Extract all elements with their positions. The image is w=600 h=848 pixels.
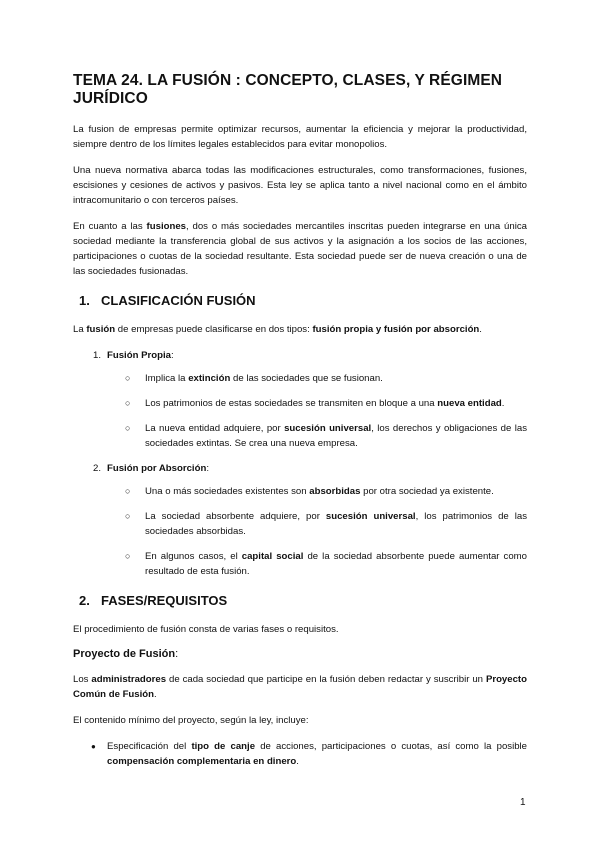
list-item: ○ La sociedad absorbente adquiere, por sucesión universal, los patrimonios de las sociedades absorbidas. (125, 511, 527, 537)
page-number: 1 (520, 797, 526, 808)
list-item: ○ La nueva entidad adquiere, por sucesión universal, los derechos y obligaciones de las sociedades extintas. Se crea una nueva empresa. (125, 423, 527, 449)
list-item: ○ Implica la extinción de las sociedades que se fusionan. (125, 373, 383, 384)
fusion-type-2: 2. Fusión por Absorción: (93, 463, 209, 474)
document-title: TEMA 24. LA FUSIÓN : CONCEPTO, CLASES, Y RÉGIMEN JURÍDICO (73, 72, 503, 107)
circle-bullet-icon: ○ (125, 423, 131, 433)
list-item: ○ Los patrimonios de estas sociedades se transmiten en bloque a una nueva entidad. (125, 398, 505, 409)
list-item: ● Especificación del tipo de canje de acciones, participaciones o cuotas, así como la posible compensación complementaria en dinero. (91, 741, 528, 767)
circle-bullet-icon: ○ (125, 398, 131, 408)
list-item: ○ En algunos casos, el capital social de la sociedad absorbente puede aumentar como resultado de esta fusión. (125, 551, 527, 577)
section-1-heading: 1. CLASIFICACIÓN FUSIÓN (79, 293, 256, 308)
filled-bullet-icon: ● (91, 742, 96, 751)
circle-bullet-icon: ○ (125, 486, 131, 496)
document-page (73, 72, 527, 777)
section-2-lead: El procedimiento de fusión consta de varias fases o requisitos. (73, 624, 339, 635)
circle-bullet-icon: ○ (125, 551, 131, 561)
subsection-heading: Proyecto de Fusión: (73, 648, 179, 660)
section-2-paragraph-1: Los administradores de cada sociedad que participe en la fusión deben redactar y suscribir un Proyecto Común de Fusión. (73, 674, 527, 700)
list-item: ○ Una o más sociedades existentes son absorbidas por otra sociedad ya existente. (125, 486, 494, 497)
intro-paragraph-3: En cuanto a las fusiones, dos o más sociedades mercantiles inscritas pueden integrarse en una única sociedad mediante la transferencia global de sus activos y la asignación a los socios de las acciones, participaciones o cuotas de la sociedad resultante. Esta sociedad puede ser de nueva creación o una de las sociedades fusionadas. (73, 221, 527, 277)
intro-paragraph-1: La fusion de empresas permite optimizar recursos, aumentar la eficiencia y mejorar la productividad, siempre dentro de los límites legales establecidos para evitar monopolios. (73, 124, 527, 150)
fusion-type-1: 1. Fusión Propia: (93, 350, 174, 361)
section-1-lead: La fusión de empresas puede clasificarse en dos tipos: fusión propia y fusión por absorción. (73, 324, 482, 335)
circle-bullet-icon: ○ (125, 373, 131, 383)
section-2-heading: 2. FASES/REQUISITOS (79, 593, 228, 608)
circle-bullet-icon: ○ (125, 511, 131, 521)
intro-paragraph-2: Una nueva normativa abarca todas las modificaciones estructurales, como transformaciones, fusiones, escisiones y cesiones de activos y pasivos. Esta ley se aplica tanto a nivel nacional como en el ámbito intracomunitario o con terceros países. (73, 165, 527, 206)
section-2-paragraph-2: El contenido mínimo del proyecto, según la ley, incluye: (73, 715, 309, 726)
